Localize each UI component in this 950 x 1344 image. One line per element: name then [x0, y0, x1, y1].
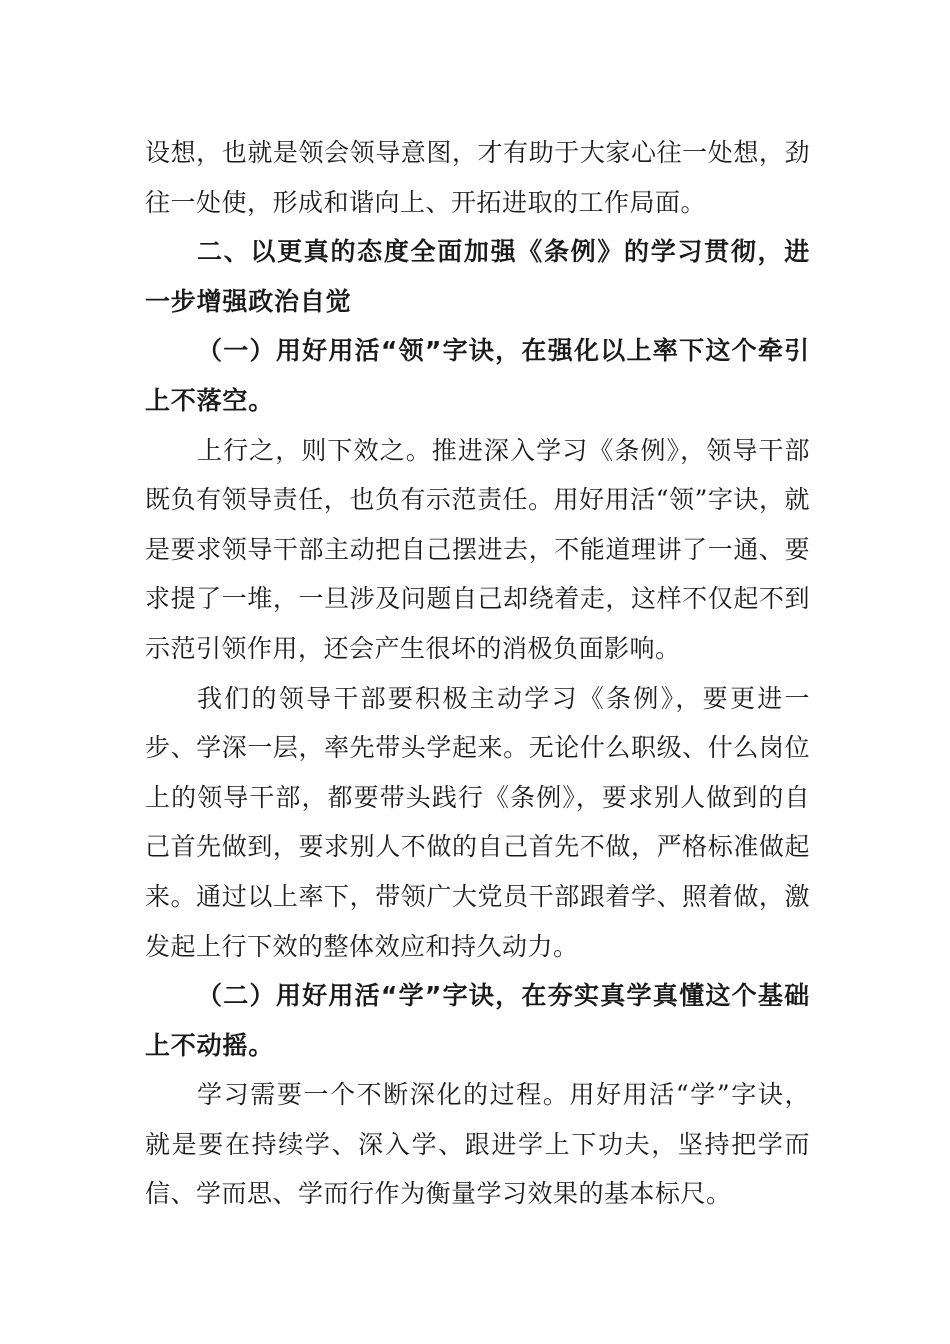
section-heading-2: 二、以更真的态度全面加强《条例》的学习贯彻，进一步增强政治自觉 — [145, 237, 810, 316]
subsection-heading-2: （二）用好用活“学”字诀，在夯实真学真懂这个基础上不动摇。 — [145, 981, 810, 1060]
subsection-heading-1: （一）用好用活“领”字诀，在强化以上率下这个牵引上不落空。 — [145, 336, 810, 415]
document-body — [145, 128, 810, 1219]
paragraph-continuation: 设想，也就是领会领导意图，才有助于大家心往一处想，劲往一处使，形成和谐向上、开拓进取的工作局面。 — [145, 138, 810, 217]
paragraph-lead-role: 上行之，则下效之。推进深入学习《条例》，领导干部既负有领导责任，也负有示范责任。用好用活“领”字诀，就是要求领导干部主动把自己摆进去，不能道理讲了一通、要求提了一堆，一旦涉及问题自己却绕着走，这样不仅起不到示范引领作用，还会产生很坏的消极负面影响。 — [145, 435, 810, 663]
paragraph-learning-process: 学习需要一个不断深化的过程。用好用活“学”字诀，就是要在持续学、深入学、跟进学上下功夫，坚持把学而信、学而思、学而行作为衡量学习效果的基本标尺。 — [145, 1080, 810, 1209]
paragraph-leaders-study: 我们的领导干部要积极主动学习《条例》，要更进一步、学深一层，率先带头学起来。无论什么职级、什么岗位上的领导干部，都要带头践行《条例》，要求别人做到的自己首先做到，要求别人不做的自己首先不做，严格标准做起来。通过以上率下，带领广大党员干部跟着学、照着做，激发起上行下效的整体效应和持久动力。 — [145, 683, 810, 961]
